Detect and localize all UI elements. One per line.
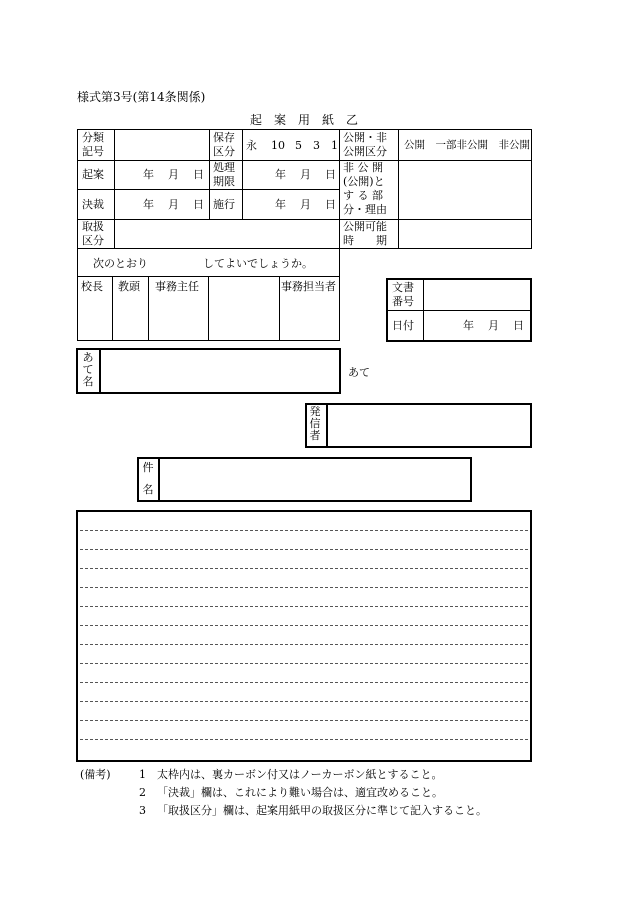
addressee-label-2: て xyxy=(82,363,94,376)
hozon-value-0: 永 xyxy=(246,139,257,152)
bunrui-field[interactable] xyxy=(114,129,210,161)
bunrui-label-1: 分類 xyxy=(82,131,104,144)
note-2-number: 2 xyxy=(139,786,146,799)
sender-label-3: 者 xyxy=(309,429,321,442)
toriatsukai-label-1: 取扱 xyxy=(82,220,104,233)
subject-field[interactable] xyxy=(161,459,470,500)
hizuke-year: 年 xyxy=(463,319,474,332)
subject-label-2: 名 xyxy=(142,483,154,496)
seko-day: 日 xyxy=(325,198,336,211)
approver-label-3: 事務主任 xyxy=(155,280,199,293)
hizuke-label: 日付 xyxy=(392,319,414,332)
approver-label-2: 教頭 xyxy=(118,280,140,293)
hikokai-label-4: 分・理由 xyxy=(343,203,387,216)
approver-box-4[interactable] xyxy=(208,276,280,341)
bunsho-bango-field[interactable] xyxy=(425,280,530,309)
hozon-label-2: 区分 xyxy=(213,145,235,158)
form-title: 起 案 用 紙 乙 xyxy=(250,113,359,127)
seko-label: 施行 xyxy=(213,198,235,211)
form-number: 様式第3号(第14条関係) xyxy=(77,90,206,104)
toriatsukai-field[interactable] xyxy=(114,219,340,249)
note-1-number: 1 xyxy=(139,768,146,781)
kian-month: 月 xyxy=(168,168,179,181)
shori-label-1: 処理 xyxy=(213,161,235,174)
hizuke-month: 月 xyxy=(488,319,499,332)
bunrui-label-2: 記号 xyxy=(82,145,104,158)
kokai-kano-field[interactable] xyxy=(398,219,532,249)
sender-field[interactable] xyxy=(329,405,530,446)
sender-label-2: 信 xyxy=(309,417,321,430)
kokai-label-1: 公開・非 xyxy=(343,131,387,144)
note-1-text: 太枠内は、裏カーボン付又はノーカーボン紙とすること。 xyxy=(157,768,443,781)
hikokai-label-2: (公開)と xyxy=(343,175,385,188)
hizuke-day: 日 xyxy=(513,319,524,332)
approver-label-1: 校長 xyxy=(81,280,103,293)
kian-day: 日 xyxy=(193,168,204,181)
kessai-label: 決裁 xyxy=(82,198,104,211)
notes-heading: (備考) xyxy=(80,768,111,781)
approver-label-5: 事務担当者 xyxy=(281,280,336,293)
sender-label-1: 発 xyxy=(309,405,321,418)
shori-year: 年 xyxy=(275,168,286,181)
seko-year: 年 xyxy=(275,198,286,211)
kian-year: 年 xyxy=(143,168,154,181)
note-3-text: 「取扱区分」欄は、起案用紙甲の取扱区分に準じて記入すること。 xyxy=(157,804,487,817)
kessai-day: 日 xyxy=(193,198,204,211)
kokai-kano-label-2: 時 期 xyxy=(343,234,387,247)
hikokai-label-3: す る 部 xyxy=(343,189,383,202)
bunsho-label-2: 番号 xyxy=(392,295,414,308)
hikokai-label-1: 非 公 開 xyxy=(343,161,383,174)
note-3-number: 3 xyxy=(139,804,146,817)
shori-label-2: 期限 xyxy=(213,175,235,188)
kokai-label-2: 公開区分 xyxy=(343,145,387,158)
kokai-kano-label-1: 公開可能 xyxy=(343,220,387,233)
subject-label-1: 件 xyxy=(142,461,154,474)
seko-month: 月 xyxy=(300,198,311,211)
kian-label: 起案 xyxy=(82,168,104,181)
kessai-year: 年 xyxy=(143,198,154,211)
hozon-value-1: 10 xyxy=(271,139,285,152)
hozon-value-2: 5 xyxy=(295,139,302,152)
bunsho-label-1: 文書 xyxy=(392,281,414,294)
addressee-suffix: あて xyxy=(348,366,370,379)
toriatsukai-label-2: 区分 xyxy=(82,234,104,247)
hikokai-reason-field[interactable] xyxy=(398,160,532,220)
hozon-value-4: 1 xyxy=(331,139,338,152)
shori-day: 日 xyxy=(325,168,336,181)
hozon-label-1: 保存 xyxy=(213,131,235,144)
request-text: 次のとおり してよいでしょうか。 xyxy=(93,257,313,270)
kessai-month: 月 xyxy=(168,198,179,211)
body-text-area[interactable] xyxy=(76,510,532,762)
note-2-text: 「決裁」欄は、これにより難い場合は、適宜改めること。 xyxy=(157,786,443,799)
shori-month: 月 xyxy=(300,168,311,181)
kokai-options: 公開 一部非公開 非公開 xyxy=(404,139,530,151)
hozon-value-3: 3 xyxy=(313,139,320,152)
addressee-field[interactable] xyxy=(102,350,338,392)
addressee-label-1: あ xyxy=(82,351,94,364)
addressee-label-3: 名 xyxy=(82,375,94,388)
